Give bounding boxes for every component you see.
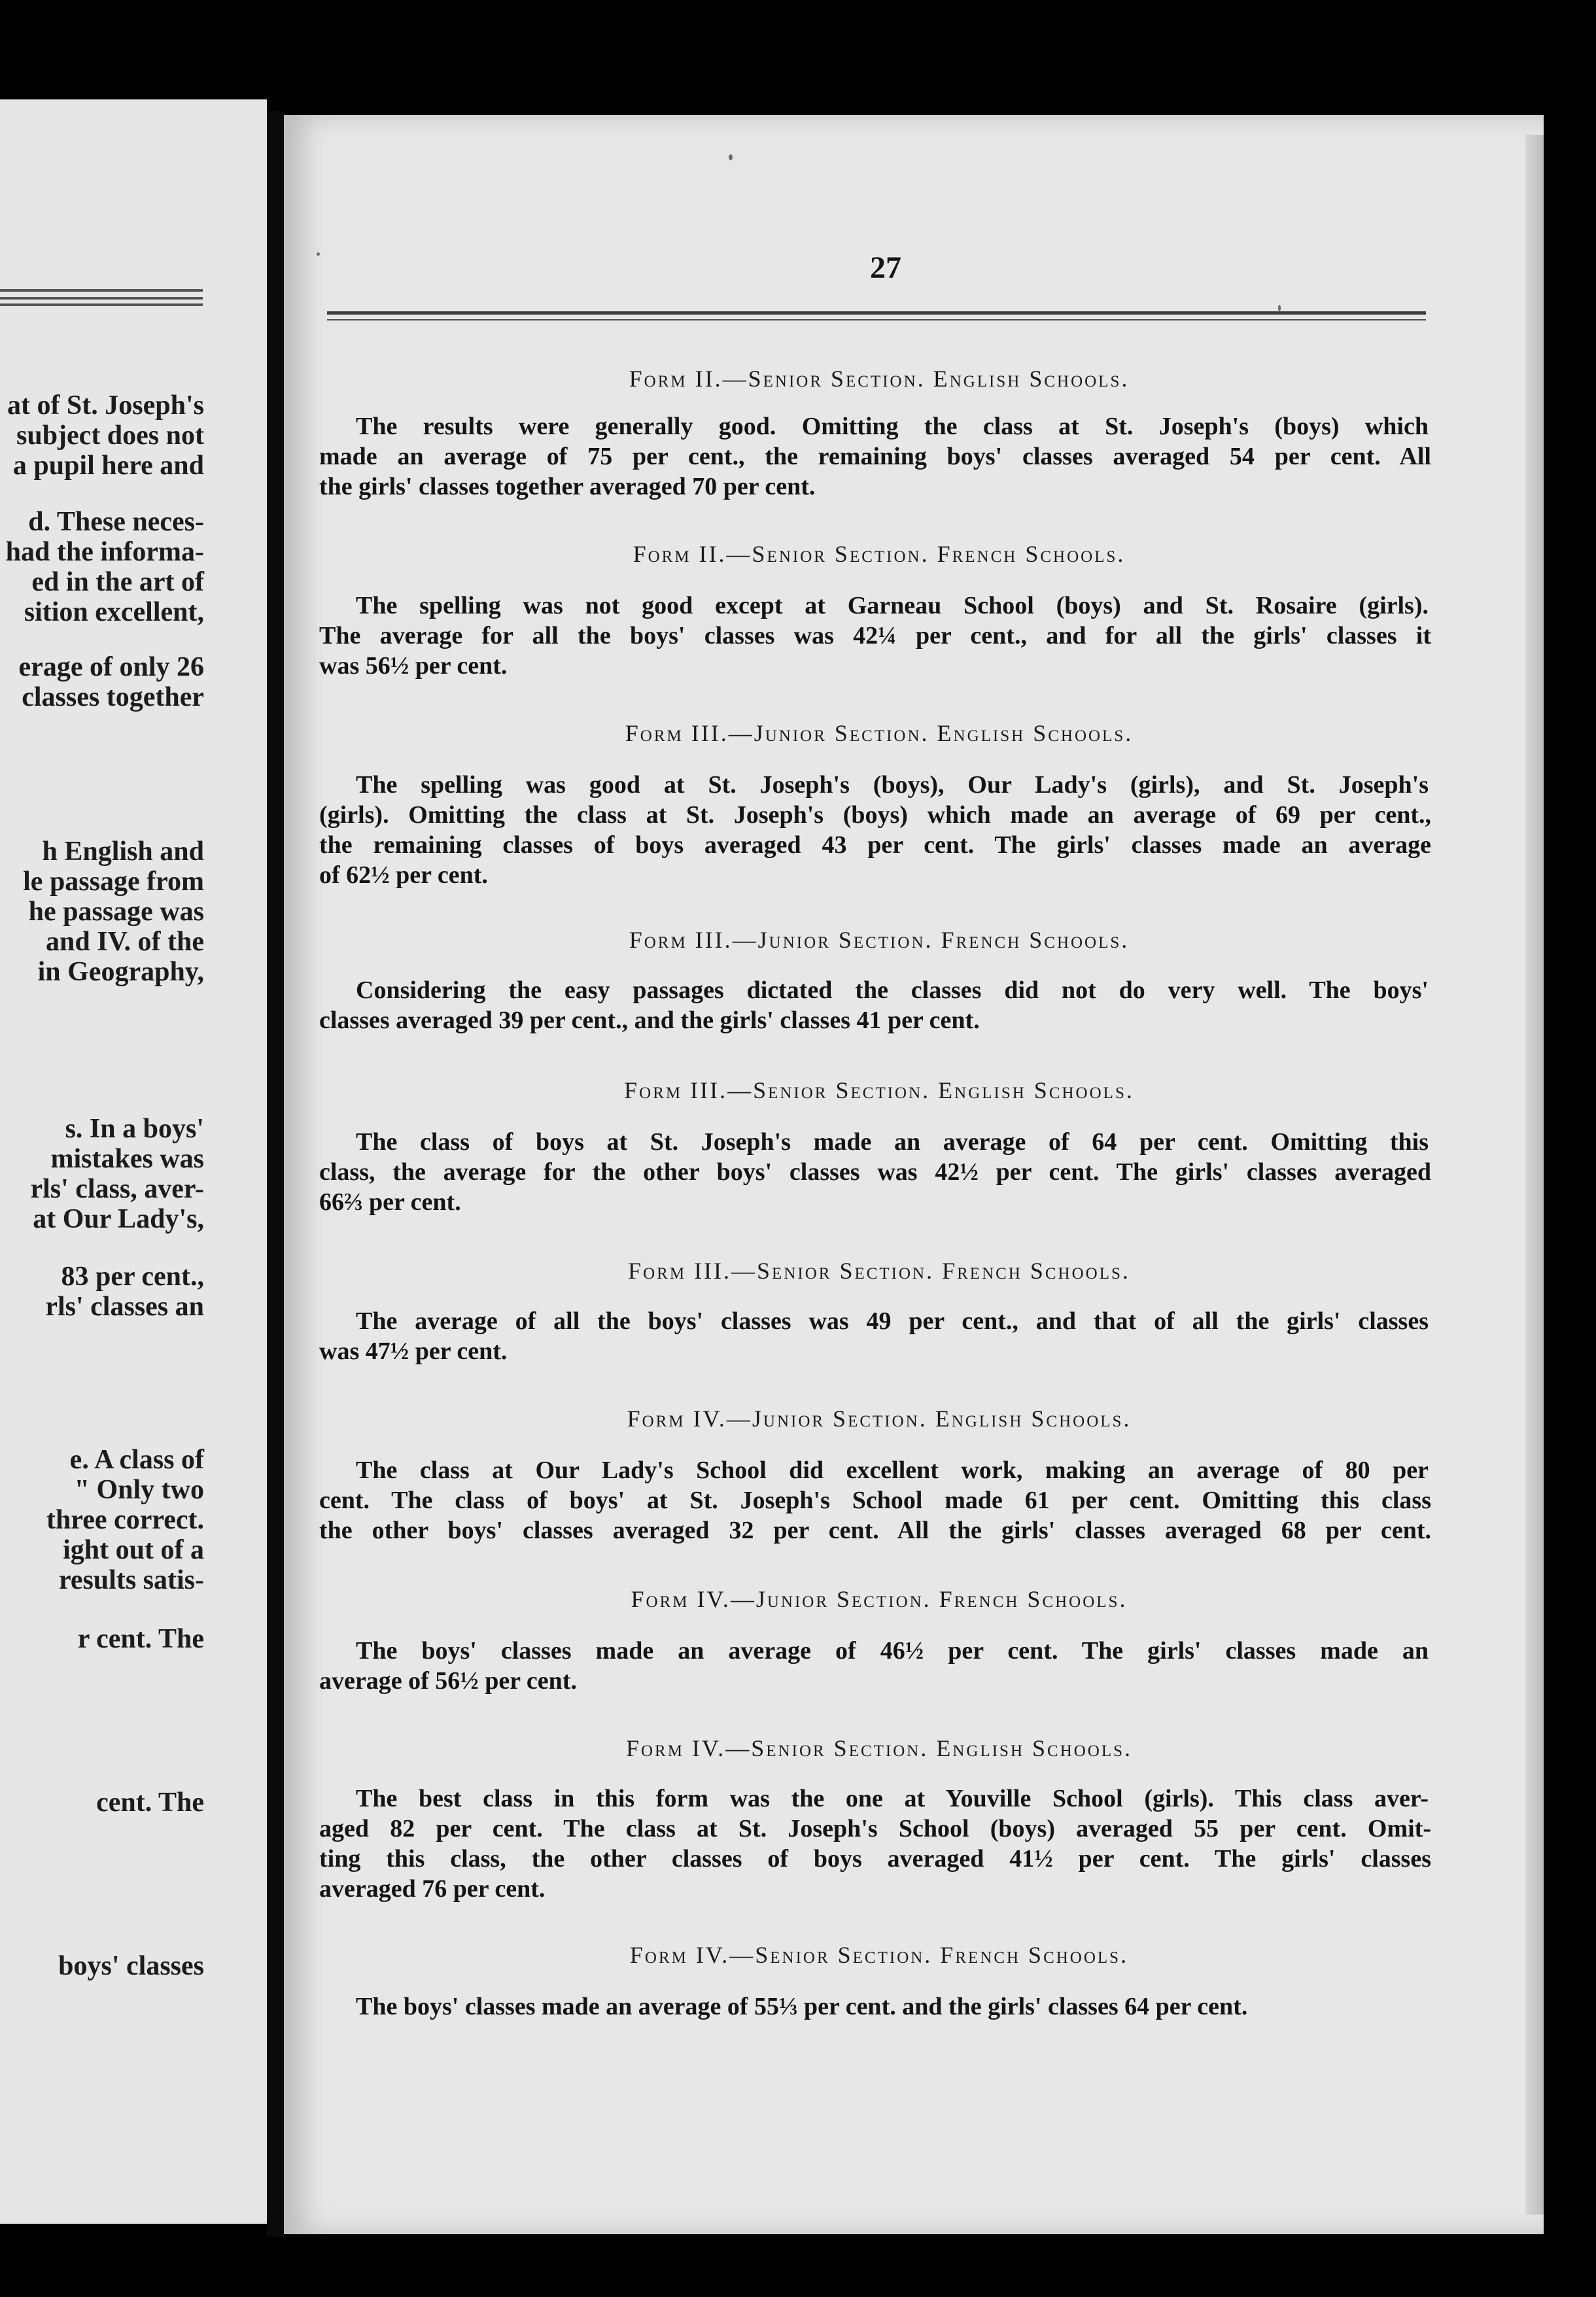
- print-speck: [1278, 305, 1281, 311]
- section-heading: Form IV.—Junior Section. English Schools.: [627, 1406, 1132, 1432]
- left-page-rule: [0, 289, 203, 292]
- left-page-line: three correct.: [46, 1505, 204, 1535]
- left-page-line: subject does not: [16, 421, 204, 451]
- section-heading: Form III.—Senior Section. English Schools.: [624, 1077, 1134, 1103]
- paragraph-line: the girls' classes together averaged 70 per cent.: [319, 473, 816, 500]
- left-page-line: " Only two: [74, 1475, 204, 1505]
- left-page-line: sition excellent,: [24, 597, 204, 627]
- paragraph-line: the other boys' classes averaged 32 per cent. All the girls' classes averaged 68 per cent.: [319, 1517, 1431, 1544]
- left-page-line: d. These neces-: [28, 507, 204, 537]
- left-page-line: erage of only 26: [18, 652, 204, 682]
- left-page-line: in Geography,: [37, 957, 204, 987]
- section-heading: Form III.—Junior Section. French Schools.: [629, 927, 1130, 953]
- paragraph-line: The boys' classes made an average of 55⅓ per cent. and the girls' classes 64 per cent.: [356, 1993, 1248, 2020]
- left-page-line: rls' class, aver-: [30, 1174, 204, 1204]
- section-heading: Form IV.—Senior Section. English Schools.: [625, 1735, 1133, 1761]
- paragraph-line: ting this class, the other classes of boys averaged 41½ per cent. The girls' classes: [319, 1845, 1431, 1873]
- section-heading: Form II.—Senior Section. French Schools.: [633, 541, 1126, 567]
- paragraph-line: The spelling was not good except at Garneau School (boys) and St. Rosaire (girls).: [356, 592, 1429, 619]
- header-rule: [327, 319, 1426, 320]
- left-page-line: ight out of a: [63, 1535, 204, 1565]
- header-rule: [327, 311, 1426, 315]
- left-page-line: boys' classes: [58, 1951, 204, 1981]
- paragraph-line: aged 82 per cent. The class at St. Joseph's School (boys) averaged 55 per cent. Omit-: [319, 1815, 1431, 1842]
- paragraph-line: class, the average for the other boys' classes was 42½ per cent. The girls' classes averaged: [319, 1158, 1431, 1186]
- paragraph-line: was 56½ per cent.: [319, 652, 508, 680]
- paragraph-line: cent. The class of boys' at St. Joseph's School made 61 per cent. Omitting this class: [319, 1487, 1431, 1514]
- left-page-fragment: [0, 99, 267, 2224]
- paragraph-line: average of 56½ per cent.: [319, 1667, 577, 1695]
- paragraph-line: (girls). Omitting the class at St. Joseph's (boys) which made an average of 69 per cent.,: [319, 801, 1431, 829]
- left-page-line: ed in the art of: [31, 567, 204, 597]
- left-page-line: mistakes was: [50, 1144, 204, 1174]
- print-speck: [729, 154, 733, 160]
- paragraph-line: The average of all the boys' classes was 49 per cent., and that of all the girls' classes: [356, 1307, 1429, 1335]
- left-page-line: and IV. of the: [46, 927, 204, 957]
- left-page-line: e. A class of: [69, 1445, 204, 1475]
- left-page-line: r cent. The: [77, 1624, 204, 1654]
- paragraph-line: 66⅔ per cent.: [319, 1188, 461, 1216]
- left-page-line: le passage from: [23, 867, 204, 897]
- paragraph-line: the remaining classes of boys averaged 43 per cent. The girls' classes made an average: [319, 831, 1431, 859]
- page-number: 27: [870, 250, 901, 285]
- paragraph-line: The class of boys at St. Joseph's made an average of 64 per cent. Omitting this: [356, 1128, 1429, 1156]
- section-heading: Form II.—Senior Section. English Schools.: [629, 366, 1130, 392]
- paragraph-line: The average for all the boys' classes was 42¼ per cent., and for all the girls' classes it: [319, 622, 1431, 649]
- left-page-line: classes together: [22, 682, 204, 712]
- left-page-line: results satis-: [58, 1565, 204, 1595]
- paragraph-line: was 47½ per cent.: [319, 1338, 508, 1365]
- section-heading: Form III.—Junior Section. English Schools.: [625, 720, 1134, 746]
- paragraph-line: The class at Our Lady's School did excellent work, making an average of 80 per: [356, 1457, 1429, 1484]
- section-heading: Form IV.—Senior Section. French Schools.: [629, 1942, 1129, 1968]
- paragraph-line: The spelling was good at St. Joseph's (boys), Our Lady's (girls), and St. Joseph's: [356, 771, 1429, 799]
- paragraph-line: averaged 76 per cent.: [319, 1875, 546, 1903]
- book-gutter: [267, 111, 284, 2237]
- left-page-line: a pupil here and: [12, 451, 204, 481]
- print-speck: [317, 252, 320, 256]
- paragraph-line: The boys' classes made an average of 46½ per cent. The girls' classes made an: [356, 1637, 1429, 1665]
- paragraph-line: classes averaged 39 per cent., and the girls' classes 41 per cent.: [319, 1007, 980, 1034]
- section-heading: Form III.—Senior Section. French Schools.: [628, 1258, 1130, 1284]
- left-page-line: rls' classes an: [45, 1292, 204, 1322]
- section-heading: Form IV.—Junior Section. French Schools.: [631, 1586, 1128, 1612]
- paragraph-line: of 62½ per cent.: [319, 861, 488, 889]
- left-page-line: had the informa-: [5, 537, 204, 567]
- document-page: [284, 115, 1544, 2234]
- paragraph-line: The results were generally good. Omitting the class at St. Joseph's (boys) which: [356, 413, 1429, 440]
- left-page-line: s. In a boys': [65, 1114, 204, 1144]
- paragraph-line: made an average of 75 per cent., the remaining boys' classes averaged 54 per cent. All: [319, 443, 1431, 470]
- left-page-line: he passage was: [28, 897, 204, 927]
- paragraph-line: Considering the easy passages dictated the classes did not do very well. The boys': [356, 976, 1429, 1004]
- left-page-line: h English and: [42, 837, 204, 867]
- left-page-line: 83 per cent.,: [61, 1262, 204, 1292]
- left-page-line: at of St. Joseph's: [7, 390, 204, 421]
- paragraph-line: The best class in this form was the one at Youville School (girls). This class aver-: [356, 1785, 1429, 1812]
- left-page-line: cent. The: [96, 1788, 204, 1818]
- left-page-line: at Our Lady's,: [33, 1204, 204, 1234]
- left-page-rule: [0, 297, 203, 300]
- left-page-rule: [0, 303, 203, 306]
